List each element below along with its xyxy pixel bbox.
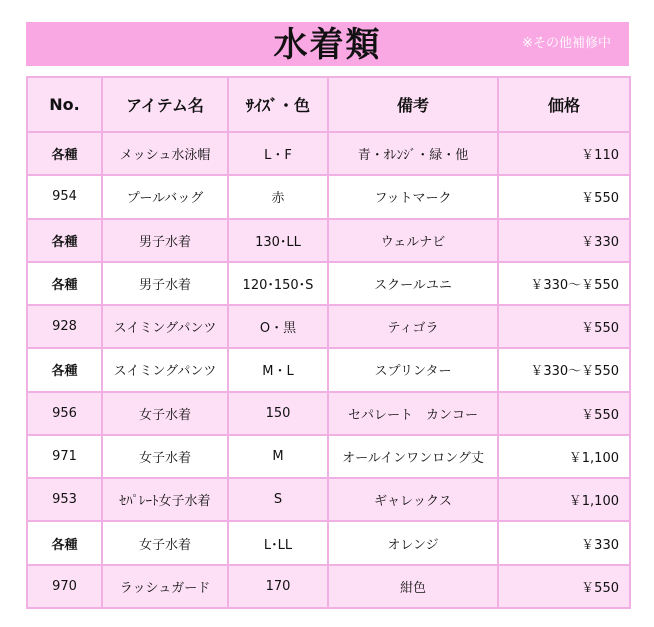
column-header-note: 備考 bbox=[328, 77, 498, 132]
table-row bbox=[27, 219, 630, 262]
cell-price: ￥550 bbox=[498, 175, 630, 218]
cell-price: ￥550 bbox=[498, 565, 630, 608]
table-row bbox=[27, 305, 630, 348]
cell-item: 女子水着 bbox=[102, 435, 228, 478]
column-header-item: アイテム名 bbox=[102, 77, 228, 132]
column-header-size: ｻｲｽﾞ・色 bbox=[228, 77, 328, 132]
cell-item: 女子水着 bbox=[102, 521, 228, 564]
table-row bbox=[27, 392, 630, 435]
cell-price: ￥330～￥550 bbox=[498, 262, 630, 305]
cell-price: ￥330 bbox=[498, 521, 630, 564]
cell-price: ￥1,100 bbox=[498, 478, 630, 521]
cell-no: 953 bbox=[27, 478, 102, 521]
cell-no: 928 bbox=[27, 305, 102, 348]
cell-no: 各種 bbox=[27, 262, 102, 305]
cell-no: 各種 bbox=[27, 219, 102, 262]
swimwear-table bbox=[26, 76, 631, 609]
cell-note: スプリンター bbox=[328, 348, 498, 391]
cell-size: 赤 bbox=[228, 175, 328, 218]
table-row bbox=[27, 348, 630, 391]
cell-item: 男子水着 bbox=[102, 219, 228, 262]
cell-no: 各種 bbox=[27, 521, 102, 564]
cell-size: M・L bbox=[228, 348, 328, 391]
title-banner bbox=[26, 22, 629, 66]
table-row bbox=[27, 478, 630, 521]
cell-size: 150 bbox=[228, 392, 328, 435]
cell-price: ￥110 bbox=[498, 132, 630, 175]
cell-note: スクールユニ bbox=[328, 262, 498, 305]
table-row bbox=[27, 435, 630, 478]
table-row bbox=[27, 175, 630, 218]
cell-item: ｾﾊﾟﾚｰﾄ女子水着 bbox=[102, 478, 228, 521]
table-row bbox=[27, 262, 630, 305]
cell-no: 954 bbox=[27, 175, 102, 218]
cell-note: 青・ｵﾚﾝｼﾞ・緑・他 bbox=[328, 132, 498, 175]
cell-no: 各種 bbox=[27, 132, 102, 175]
cell-note: ギャレックス bbox=[328, 478, 498, 521]
column-header-no: No. bbox=[27, 77, 102, 132]
header-row bbox=[27, 77, 630, 132]
cell-item: スイミングパンツ bbox=[102, 305, 228, 348]
cell-item: プールバッグ bbox=[102, 175, 228, 218]
table-row bbox=[27, 132, 630, 175]
cell-size: S bbox=[228, 478, 328, 521]
cell-no: 956 bbox=[27, 392, 102, 435]
cell-item: メッシュ水泳帽 bbox=[102, 132, 228, 175]
cell-note: オレンジ bbox=[328, 521, 498, 564]
cell-note: セパレート カンコー bbox=[328, 392, 498, 435]
repair-note: ※その他補修中 bbox=[522, 36, 611, 51]
cell-price: ￥1,100 bbox=[498, 435, 630, 478]
cell-item: ラッシュガード bbox=[102, 565, 228, 608]
cell-item: 男子水着 bbox=[102, 262, 228, 305]
column-header-price: 価格 bbox=[498, 77, 630, 132]
cell-note: オールインワンロング丈 bbox=[328, 435, 498, 478]
cell-note: フットマーク bbox=[328, 175, 498, 218]
cell-size: M bbox=[228, 435, 328, 478]
cell-size: L・F bbox=[228, 132, 328, 175]
cell-size: 120･150･S bbox=[228, 262, 328, 305]
cell-item: スイミングパンツ bbox=[102, 348, 228, 391]
cell-price: ￥550 bbox=[498, 305, 630, 348]
cell-size: L･LL bbox=[228, 521, 328, 564]
cell-no: 各種 bbox=[27, 348, 102, 391]
page-title: 水着類 bbox=[273, 25, 382, 65]
cell-no: 970 bbox=[27, 565, 102, 608]
cell-note: ティゴラ bbox=[328, 305, 498, 348]
cell-note: ウェルナビ bbox=[328, 219, 498, 262]
table-row bbox=[27, 565, 630, 608]
cell-price: ￥550 bbox=[498, 392, 630, 435]
cell-item: 女子水着 bbox=[102, 392, 228, 435]
cell-price: ￥330～￥550 bbox=[498, 348, 630, 391]
cell-note: 紺色 bbox=[328, 565, 498, 608]
cell-size: 170 bbox=[228, 565, 328, 608]
cell-size: O・黒 bbox=[228, 305, 328, 348]
cell-no: 971 bbox=[27, 435, 102, 478]
cell-price: ￥330 bbox=[498, 219, 630, 262]
table-row bbox=[27, 521, 630, 564]
cell-size: 130･LL bbox=[228, 219, 328, 262]
